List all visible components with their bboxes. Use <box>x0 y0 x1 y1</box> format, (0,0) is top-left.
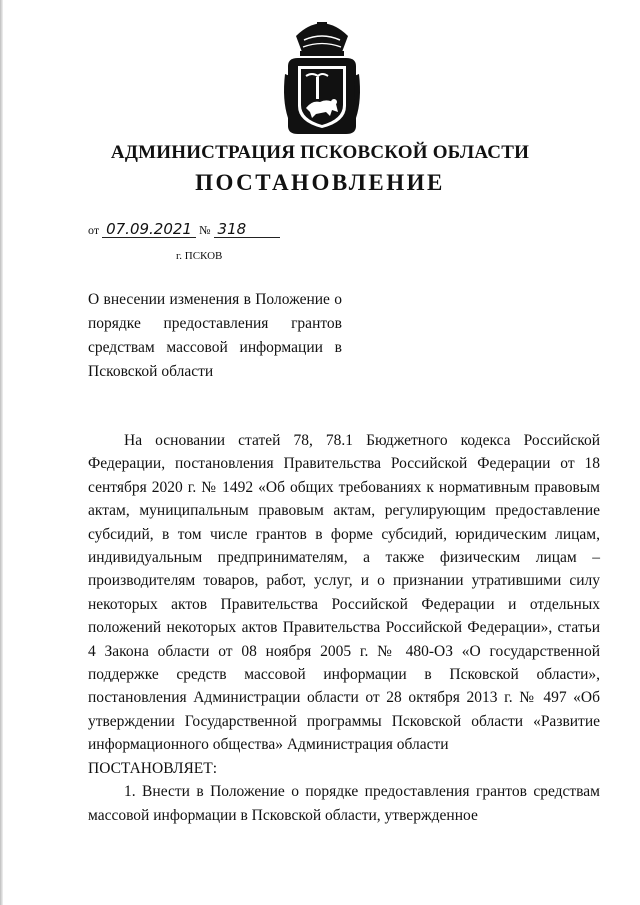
number-prefix: № <box>199 223 211 237</box>
date-prefix: от <box>88 223 100 237</box>
document-meta <box>88 221 280 238</box>
document-number: 318 <box>214 221 280 238</box>
document-type-title: ПОСТАНОВЛЕНИЕ <box>195 170 445 195</box>
document-date: 07.09.2021 <box>102 221 196 238</box>
pskov-coat-of-arms-icon <box>282 22 362 140</box>
body-item: 1. Внести в Положение о порядке предоставления грантов средствам массовой информации в Псковской области, утвержденное <box>88 783 600 824</box>
resolves-label: ПОСТАНОВЛЯЕТ: <box>88 759 218 777</box>
scan-edge <box>0 0 3 905</box>
document-subject: О внесении изменения в Положение о порядке предоставления грантов средствам массовой информации в Псковской области <box>88 291 342 380</box>
organization-title: АДМИНИСТРАЦИЯ ПСКОВСКОЙ ОБЛАСТИ <box>110 142 530 163</box>
document-city: г. ПСКОВ <box>176 250 223 262</box>
document-body <box>88 429 600 827</box>
body-paragraph: На основании статей 78, 78.1 Бюджетного кодекса Российской Федерации, постановления Правительства Российской Федерации от 18 сентября 2020 г. № 1492 «Об общих требованиях к нормативным правовым актам, муниципальным правовым актам, регулирующим предоставление субсидий, в том числе грантов в форме субсидий, юридическим лицам, индивидуальным предпринимателям, а также физическим лицам – производителям товаров, работ, услуг, и о признании утратившими силу некоторых актов Правительства Российской Федерации и отдельных положений некоторых актов Правительства Российской Федерации», статьи 4 Закона области от 08 ноября 2005 г. № 480-ОЗ «О государственной поддержке средств массовой информации в Псковской области», постановления Администрации области от 28 октября 2013 г. № 497 «Об утверждении Государственной программы Псковской области «Развитие информационного общества» Администрация области <box>88 432 600 754</box>
